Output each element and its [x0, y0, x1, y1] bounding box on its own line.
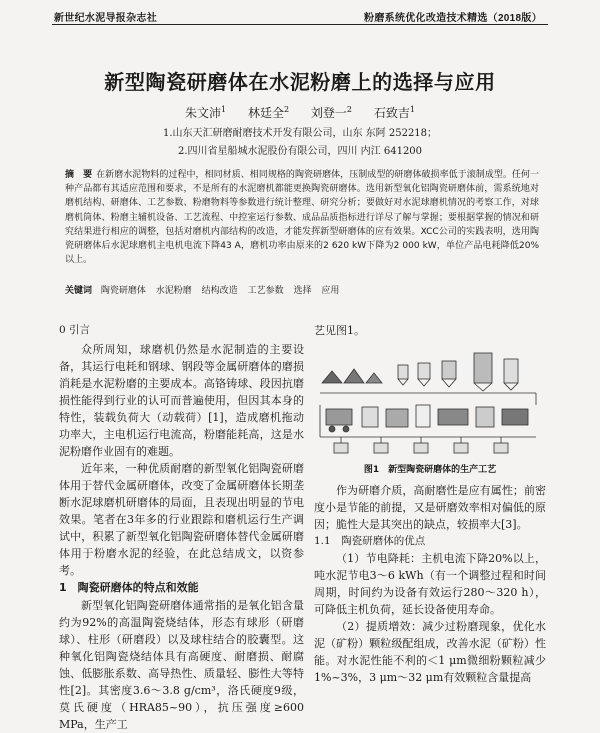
keyword: 结构改造 — [201, 286, 238, 296]
hopper — [418, 363, 430, 379]
continued-paragraph: 艺见图1。 — [314, 324, 365, 337]
abstract — [65, 168, 539, 267]
hopper — [504, 383, 518, 390]
hopper — [504, 359, 518, 383]
silo — [474, 353, 492, 383]
hopper — [398, 379, 408, 385]
list-item-1: （1）节电降耗：主机电流下降20%以上，吨水泥节电3～6 kWh（有一个调整过程和时间周期，时间约为设备有效运行280～320 h），可降低主机负荷，延长设备使用寿命。 — [314, 552, 546, 616]
journal-name: 新世纪水泥导报杂志社 — [54, 13, 157, 24]
raw-material-pile — [366, 373, 382, 383]
figure-caption: 图1 新型陶瓷研磨体的生产工艺 — [363, 465, 497, 475]
section-heading-intro: 0 引言 — [59, 324, 91, 336]
hopper — [442, 361, 456, 379]
press — [386, 409, 408, 427]
intro-paragraph-2: 近年来，一种优质耐磨的新型氧化铝陶瓷研磨体用于替代金属研磨体，改变了金属研磨体长期垄断水泥球磨机研磨体的局面，且表现出明显的节电效果。笔者在3年多的行业跟踪和磨机运行生产调试中，积累了新型氧化铝陶瓷研磨体替代金属研磨体用于粉磨水泥的经验，在此总结成文，以资参考。 — [59, 462, 304, 577]
product-box — [454, 443, 468, 453]
author: 石致吉$^1$ — [373, 105, 415, 120]
author: 林廷全$^2$ — [247, 105, 290, 120]
packing-unit — [502, 409, 528, 425]
author: 刘登一$^2$ — [310, 105, 353, 120]
process-figure — [314, 343, 546, 461]
keyword: 应用 — [321, 286, 340, 296]
intro-paragraph-1: 众所周知，球磨机仍然是水泥制造的主要设备，其运行电耗和钢球、钢段等金属研磨体的磨损消耗是水泥粉磨的主要成本。高铬铸球、段因抗磨损性能得到行业的认可而普遍使用，但因其本身的特性，装载负荷大（动载荷）[1]，造成磨机拖动功率大，主电机运行电流高，粉磨能耗高，这是水泥粉磨作业固有的难题。 — [59, 343, 304, 458]
collection-name: 粉磨系统优化改造技术精选（2018版） — [364, 13, 542, 24]
keyword: 选择 — [293, 286, 312, 296]
kiln — [438, 409, 468, 425]
list-item-2: （2）提质增效：减少过粉磨现象，优化水泥（矿粉）颗粒级配组成，改善水泥（矿粉）性能。对水泥性能不利的＜1 μm微细粉颗粒减少1%~3%，3 μm～32 μm有效颗粒含量提高 — [314, 620, 546, 684]
keyword: 工艺参数 — [247, 286, 284, 296]
keywords-label: 关键词 — [65, 286, 93, 296]
hopper — [442, 379, 456, 387]
process-diagram — [314, 343, 546, 461]
abstract-label: 摘 要 — [65, 170, 93, 180]
mill-wheel — [343, 426, 349, 432]
section-heading-1: 1 陶瓷研磨体的特点和效能 — [59, 581, 199, 594]
header-rule — [52, 24, 548, 25]
author-list — [0, 104, 600, 121]
product-box — [494, 443, 508, 453]
hopper — [398, 365, 408, 379]
section-1-paragraph: 新型氧化铝陶瓷研磨体通常指的是氧化铝含量约为92%的高温陶瓷烧结体，形态有球形（研磨球）、柱形（研磨段）以及球柱结合的胶囊型。这种氧化铝陶瓷烧结体具有高硬度、耐磨损、耐腐蚀、低膨胀系数、高导热性、质量轻、膨性大等特性[2]。其密度3.6～3.8 g/cm³，洛氏硬度9级，莫氏硬度（HRA85~90），抗压强度≥600 MPa，生产工 — [59, 599, 304, 731]
dryer — [416, 405, 430, 427]
hopper — [418, 379, 430, 386]
tank — [362, 407, 378, 427]
right-column — [314, 322, 546, 686]
subsection-heading: 1.1 陶瓷研磨体的优点 — [314, 535, 426, 547]
product-box — [374, 443, 388, 453]
author: 朱文沛$^1$ — [185, 105, 227, 120]
keyword: 陶瓷研磨体 — [100, 286, 146, 296]
affiliation-2: 2.四川省星船城水泥股份有限公司，四川 内江 641200 — [177, 146, 423, 157]
raw-material-pile — [344, 369, 364, 383]
paper-title: 新型陶瓷研磨体在水泥粉磨上的选择与应用 — [104, 70, 496, 94]
product-box — [414, 443, 428, 453]
mill-wheel — [329, 426, 335, 432]
product-box — [334, 443, 348, 453]
ball-mill — [326, 409, 352, 425]
keywords — [65, 283, 346, 296]
running-header — [0, 0, 600, 30]
keyword: 水泥粉磨 — [155, 286, 192, 296]
raw-material-pile — [322, 371, 342, 383]
left-column — [59, 322, 304, 733]
silo — [474, 383, 492, 391]
sorting-unit — [476, 407, 494, 427]
affiliation-1: 1.山东天汇研磨耐磨技术开发有限公司，山东 东阿 252218； — [162, 128, 438, 139]
abstract-text: 在新磨水泥物料的过程中，相同材质、相同规格的陶瓷研磨体，压制成型的研磨体破损率低于滚制成型。任何一种产品都有其适应范围和要求，不是所有的水泥磨机都能更换陶瓷研磨体。选用新型氧化铝陶瓷研磨体前，需系统地对磨机结构、研磨体、工艺参数、粉磨物料等参数进行统计整理、研究分析；要做好对水泥球磨机情况的考察工作，对球磨机筒体、粉磨主辅机设备、工艺流程、中控室运行参数、成品品质指标进行详尽了解与掌握；要根据掌握的情况和研究结果进行相应的调整，包括对磨机内部结构的改造，才能发挥新型研磨体的应有效果。XCC公司的实践表明，选用陶瓷研磨体后水泥球磨机主电机电流下降43 A，磨机功率由原来的2 620 kW下降为2 000 kW，单位产品电耗降低20%以上。 — [65, 170, 539, 266]
right-paragraph-1: 作为研磨介质，高耐磨性是应有属性；前密度小是节能的前提，又是研磨效率相对偏低的原因；脆性大是其突出的缺点，较损率大[3]。 — [314, 484, 546, 531]
